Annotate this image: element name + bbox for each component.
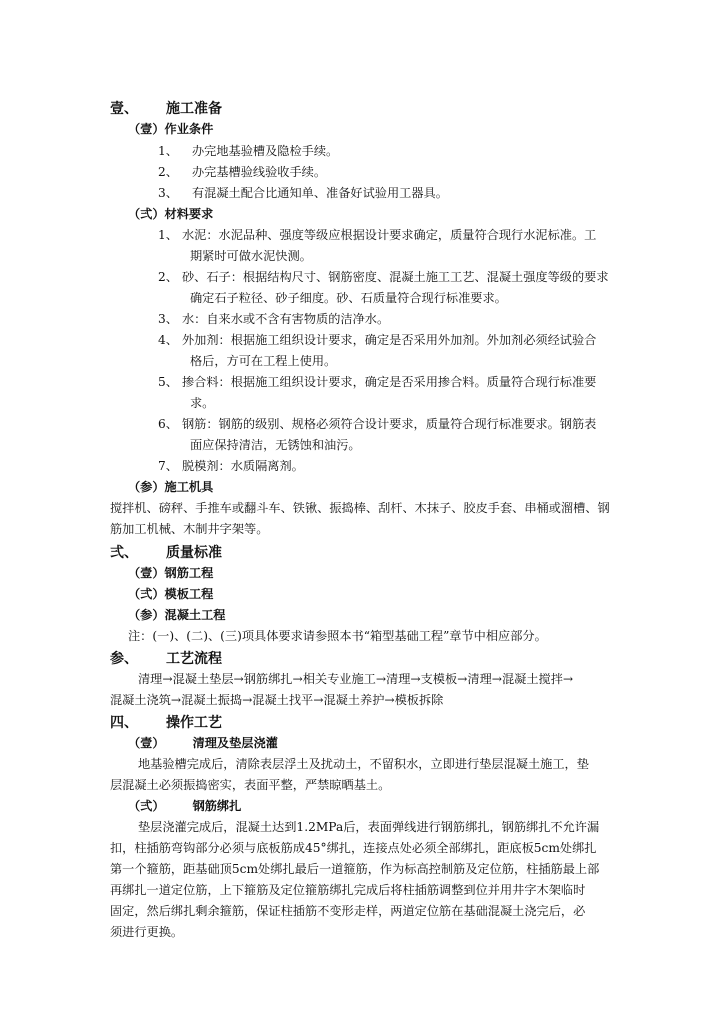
- paragraph-line: 固定，然后绑扎剩余箍筋，保证柱插筋不变形走样，两道定位筋在基础混凝土浇完后，必: [110, 904, 586, 918]
- section-2-title: 质量标准: [166, 545, 222, 561]
- paragraph-line: 地基验槽完成后，清除表层浮土及扰动土，不留积水，立即进行垫层混凝土施工，垫: [138, 757, 589, 771]
- subsection-1-2-title: （弍）材料要求: [128, 207, 214, 221]
- paragraph-line: 再绑扎一道定位筋，上下箍筋及定位箍筋绑扎完成后将柱插筋调整到位并用井字木架临时: [110, 883, 586, 897]
- subsection-4-1-title: （壹） 清理及垫层浇灌: [128, 736, 278, 750]
- list-item: 6、 钢筋：钢筋的级别、规格必须符合设计要求，质量符合现行标准要求。钢筋表: [158, 417, 597, 431]
- section-1-title: 施工准备: [166, 101, 222, 117]
- section-4-title: 操作工艺: [166, 715, 222, 731]
- subsection-1-3-title: （参）施工机具: [128, 480, 214, 494]
- section-4-heading: [110, 714, 222, 732]
- list-item: 5、 掺合料：根据施工组织设计要求，确定是否采用掺合料。质量符合现行标准要: [158, 375, 597, 389]
- list-item: 1、 办完地基验槽及隐检手续。: [158, 144, 339, 158]
- paragraph-line: 须进行更换。: [110, 925, 184, 939]
- list-item: 7、 脱模剂：水质隔离剂。: [158, 459, 304, 473]
- paragraph-line: 第一个箍筋，距基础顶5cm处绑扎最后一道箍筋，作为标高控制筋及定位筋，柱插筋最上部: [110, 862, 600, 876]
- section-3-title: 工艺流程: [166, 651, 222, 667]
- section-2-heading: [110, 544, 222, 562]
- subsection-2-1-title: （壹）钢筋工程: [128, 566, 214, 580]
- subsection-2-3-title: （参）混凝土工程: [128, 608, 226, 622]
- section-1-number: 壹、: [110, 101, 138, 117]
- paragraph-line: 筋加工机械、木制井字架等。: [110, 522, 269, 536]
- list-item: 1、 水泥：水泥品种、强度等级应根据设计要求确定，质量符合现行水泥标准。工: [158, 228, 597, 242]
- list-item-continuation: 确定石子粒径、砂子细度。砂、石质量符合现行标准要求。: [190, 291, 507, 305]
- paragraph-line: 扣，柱插筋弯钩部分必须与底板筋成45°绑扎，连接点处必须全部绑扎，距底板5cm处绑扎: [110, 841, 597, 855]
- list-item-continuation: 期紧时可做水泥快测。: [190, 249, 312, 263]
- section-2-number: 弍、: [110, 545, 138, 561]
- list-item: 3、 有混凝土配合比通知单、准备好试验用工器具。: [158, 186, 448, 200]
- note-text: 注：(一)、(二)、(三)项具体要求请参照本书“箱型基础工程”章节中相应部分。: [128, 629, 547, 643]
- paragraph-line: 垫层浇灌完成后，混凝土达到1.2MPa后，表面弹线进行钢筋绑扎，钢筋绑扎不允许漏: [138, 820, 600, 834]
- subsection-2-2-title: （弍）模板工程: [128, 587, 214, 601]
- list-item: 2、 办完基槽验线验收手续。: [158, 165, 327, 179]
- paragraph-line: 搅拌机、磅秤、手推车或翻斗车、铁锹、振捣棒、刮杆、木抹子、胶皮手套、串桶或溜槽、钢: [110, 501, 610, 515]
- section-1-heading: [110, 100, 222, 118]
- process-flow-line: 混凝土浇筑→混凝土振捣→混凝土找平→混凝土养护→模板拆除: [110, 693, 444, 707]
- list-item-continuation: 面应保持清洁，无锈蚀和油污。: [190, 438, 361, 452]
- section-4-number: 四、: [110, 715, 138, 731]
- list-item: 4、 外加剂：根据施工组织设计要求，确定是否采用外加剂。外加剂必须经试验合: [158, 333, 597, 347]
- subsection-4-2-title: （弍） 钢筋绑扎: [128, 799, 242, 813]
- paragraph-line: 层混凝土必须振捣密实，表面平整，严禁晾晒基土。: [110, 778, 391, 792]
- section-3-heading: [110, 650, 222, 668]
- list-item: 3、 水：自来水或不含有害物质的洁净水。: [158, 312, 390, 326]
- section-3-number: 参、: [110, 651, 138, 667]
- list-item-continuation: 格后，方可在工程上使用。: [190, 354, 337, 368]
- list-item: 2、 砂、石子：根据结构尺寸、钢筋密度、混凝土施工工艺、混凝土强度等级的要求: [158, 270, 609, 284]
- list-item-continuation: 求。: [190, 396, 215, 410]
- subsection-1-1-title: （壹）作业条件: [128, 122, 214, 136]
- process-flow-line: 清理→混凝土垫层→钢筋绑扎→相关专业施工→清理→支模板→清理→混凝土搅拌→: [138, 672, 574, 686]
